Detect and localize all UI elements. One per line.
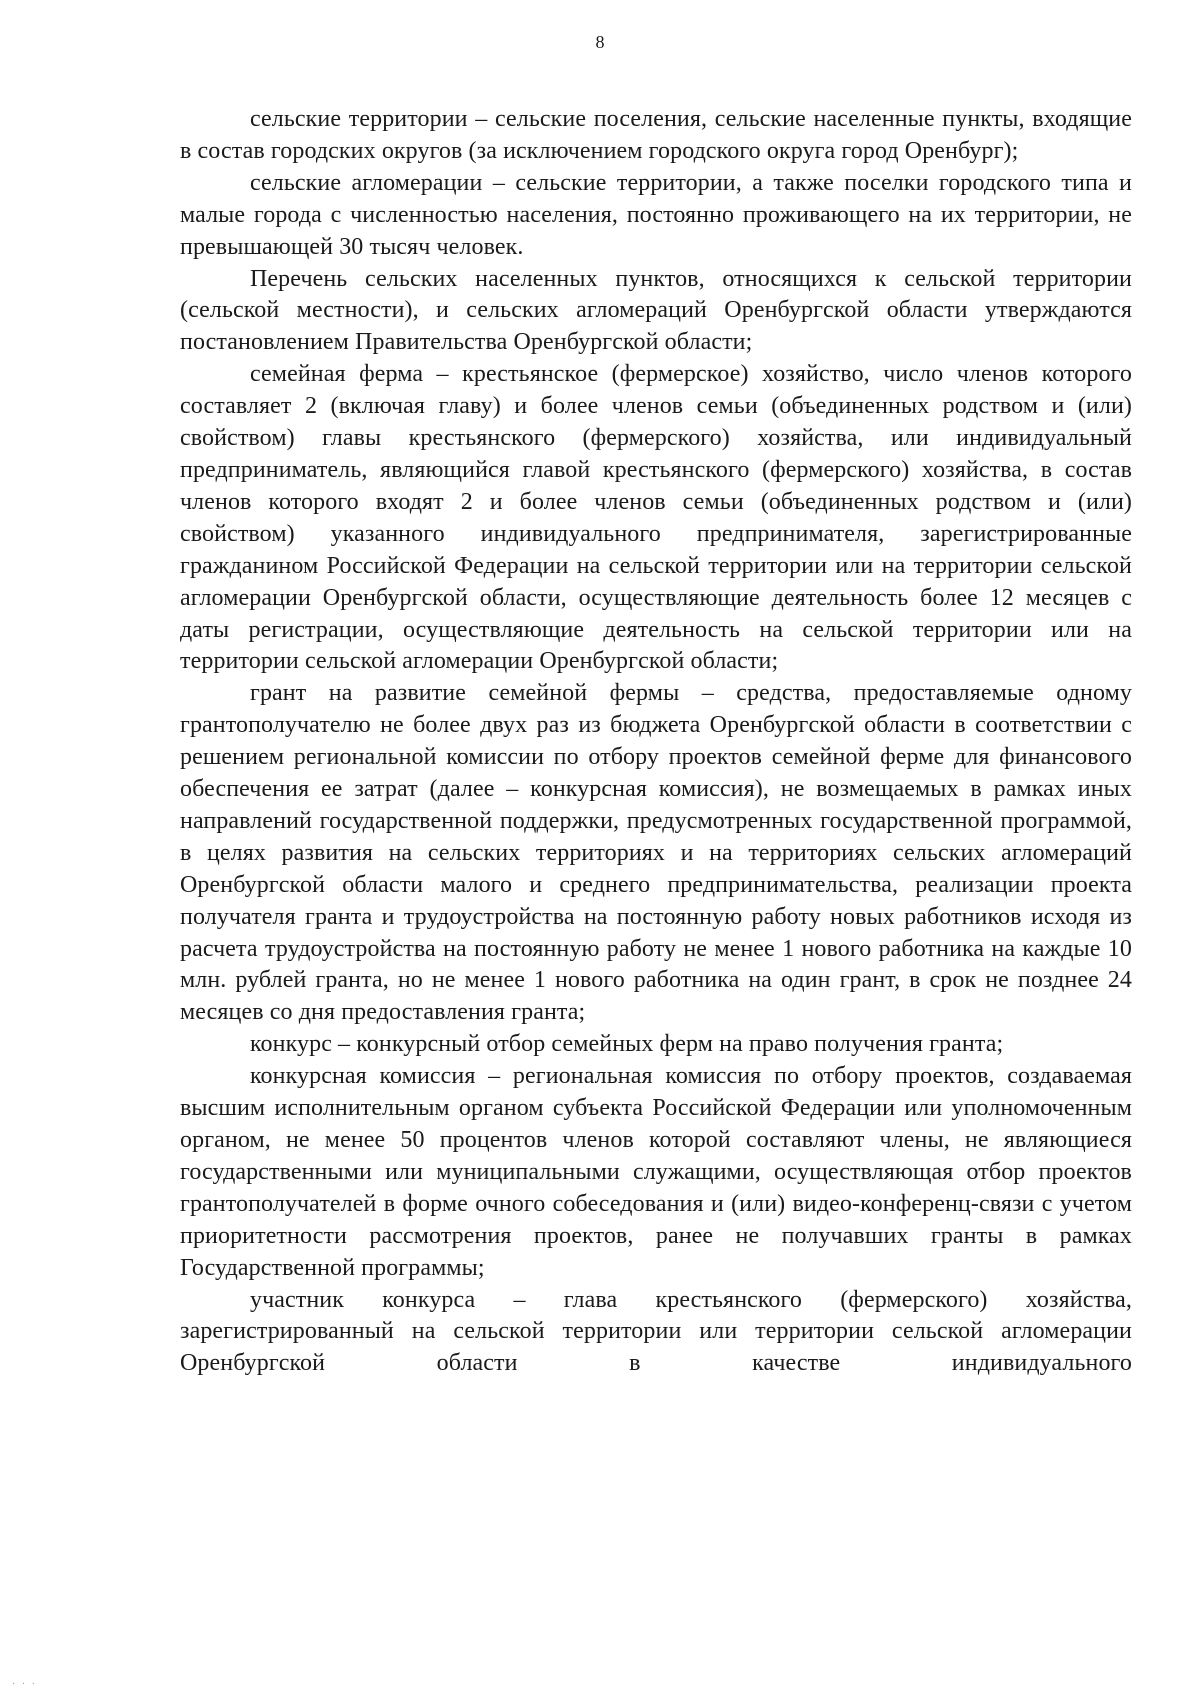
document-body xyxy=(180,104,1132,1380)
page-number: 8 xyxy=(595,32,605,52)
scan-artifact: · · · xyxy=(12,1679,37,1690)
paragraph-rural-agglomerations: сельские агломерации – сельские территории, а также поселки городского типа и малые города с численностью населения, постоянно проживающего на их территории, не превышающей 30 тысяч человек. xyxy=(180,169,1132,260)
paragraph-grant-definition: грант на развитие семейной фермы – средства, предоставляемые одному грантополучателю не более двух раз из бюджета Оренбургской области в соответствии с решением региональной комиссии по отбору проектов семейной ферме для финансового обеспечения ее затрат (далее – конкурсная комиссия), не возмещаемых в рамках иных направлений государственной поддержки, предусмотренных государственной программой, в целях развития на сельских территориях и на территориях сельских агломераций Оренбургской области малого и среднего предпринимательства, реализации проекта получателя гранта и трудоустройства на постоянную работу новых работников исходя из расчета трудоустройства на постоянную работу не менее 1 нового работника на каждые 10 млн. рублей гранта, но не менее 1 нового работника на один грант, в срок не позднее 24 месяцев со дня предоставления гранта; xyxy=(180,680,1132,1026)
paragraph-contest-participant: участник конкурса – глава крестьянского (фермерского) хозяйства, зарегистрированный на сельской территории или территории сельской агломерации Оренбургской области в качестве индивидуального xyxy=(180,1286,1132,1377)
paragraph-contest: конкурс – конкурсный отбор семейных ферм на право получения гранта; xyxy=(250,1031,1004,1058)
paragraph-family-farm: семейная ферма – крестьянское (фермерское) хозяйство, число членов которого составляет 2 (включая главу) и более членов семьи (объединенных родством и (или) свойством) главы крестьянского (фермерского) хозяйства, или индивидуальный предприниматель, являющийся главой крестьянского (фермерского) хозяйства, в состав членов которого входят 2 и более членов семьи (объединенных родством и (или) свойством) указанного индивидуального предпринимателя, зарегистрированные гражданином Российской Федерации на сельской территории или на территории сельской агломерации Оренбургской области, осуществляющие деятельность более 12 месяцев с даты регистрации, осуществляющие деятельность на сельской территории или на территории сельской агломерации Оренбургской области; xyxy=(180,361,1132,675)
paragraph-rural-territories: сельские территории – сельские поселения, сельские населенные пункты, входящие в состав городских округов (за исключением городского округа город Оренбург); xyxy=(180,106,1132,164)
paragraph-settlements-list: Перечень сельских населенных пунктов, относящихся к сельской территории (сельской местности), и сельских агломераций Оренбургской области утверждаются постановлением Правительства Оренбургской области; xyxy=(180,265,1132,356)
paragraph-contest-commission: конкурсная комиссия – региональная комиссия по отбору проектов, создаваемая высшим исполнительным органом субъекта Российской Федерации или уполномоченным органом, не менее 50 процентов членов которой составляют члены, не являющиеся государственными или муниципальными служащими, осуществляющая отбор проектов грантополучателей в форме очного собеседования и (или) видео-конференц-связи с учетом приоритетности рассмотрения проектов, ранее не получавших гранты в рамках Государственной программы; xyxy=(180,1063,1132,1281)
